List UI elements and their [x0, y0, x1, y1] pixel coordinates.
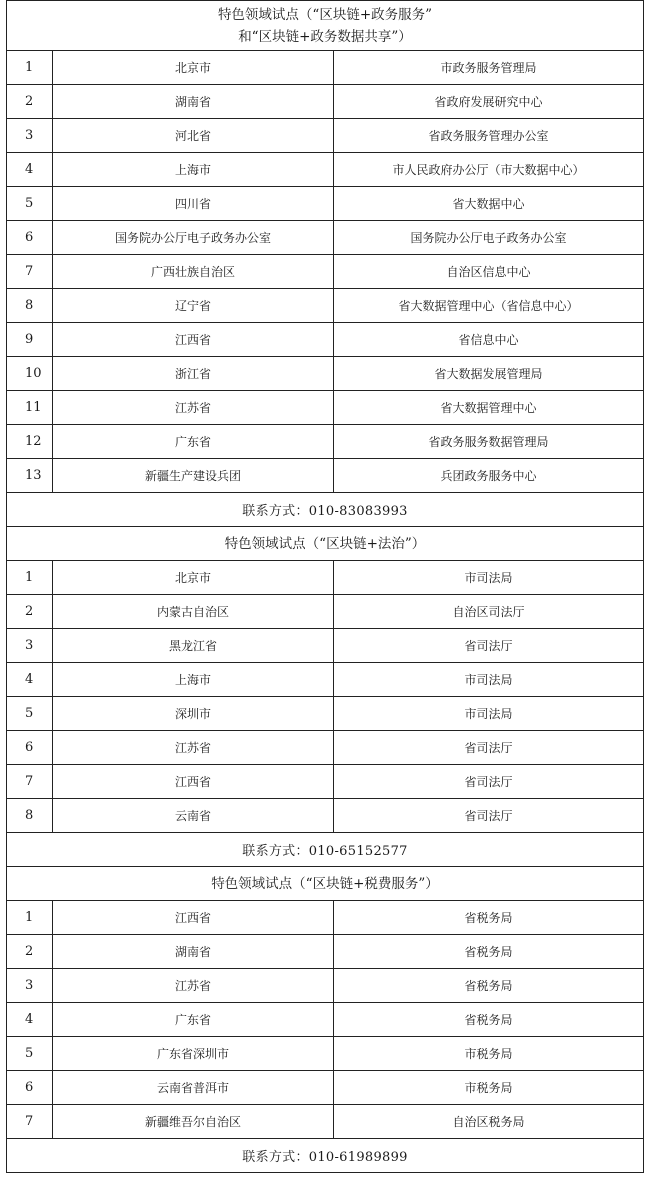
section-heading-row — [7, 527, 644, 561]
section-heading-row — [7, 1, 644, 51]
region-cell: 河北省 — [53, 119, 334, 153]
row-number: 5 — [7, 697, 53, 731]
table-row — [7, 765, 644, 799]
contact-info: 联系方式：010-65152577 — [7, 833, 644, 867]
contact-row — [7, 493, 644, 527]
section-heading-row — [7, 867, 644, 901]
table-row — [7, 595, 644, 629]
organization-cell: 市税务局 — [334, 1071, 644, 1105]
table-row — [7, 85, 644, 119]
row-number: 10 — [7, 357, 53, 391]
row-number: 4 — [7, 153, 53, 187]
row-number: 2 — [7, 595, 53, 629]
table-row — [7, 187, 644, 221]
row-number: 2 — [7, 85, 53, 119]
region-cell: 新疆生产建设兵团 — [53, 459, 334, 493]
region-cell: 云南省 — [53, 799, 334, 833]
contact-row — [7, 1139, 644, 1173]
region-cell: 江苏省 — [53, 731, 334, 765]
table-row — [7, 697, 644, 731]
organization-cell: 省司法厅 — [334, 765, 644, 799]
pilot-list-table — [6, 0, 644, 1173]
organization-cell: 省税务局 — [334, 1003, 644, 1037]
region-cell: 黑龙江省 — [53, 629, 334, 663]
row-number: 6 — [7, 731, 53, 765]
row-number: 8 — [7, 289, 53, 323]
organization-cell: 自治区信息中心 — [334, 255, 644, 289]
organization-cell: 市司法局 — [334, 561, 644, 595]
region-cell: 新疆维吾尔自治区 — [53, 1105, 334, 1139]
organization-cell: 省政务服务管理办公室 — [334, 119, 644, 153]
region-cell: 北京市 — [53, 561, 334, 595]
row-number: 8 — [7, 799, 53, 833]
organization-cell: 省大数据发展管理局 — [334, 357, 644, 391]
organization-cell: 省大数据管理中心 — [334, 391, 644, 425]
row-number: 1 — [7, 901, 53, 935]
row-number: 12 — [7, 425, 53, 459]
region-cell: 辽宁省 — [53, 289, 334, 323]
organization-cell: 市司法局 — [334, 697, 644, 731]
row-number: 3 — [7, 119, 53, 153]
organization-cell: 自治区税务局 — [334, 1105, 644, 1139]
region-cell: 江西省 — [53, 765, 334, 799]
region-cell: 广西壮族自治区 — [53, 255, 334, 289]
region-cell: 江苏省 — [53, 391, 334, 425]
table-row — [7, 1037, 644, 1071]
section-title-line: 特色领域试点（“区块链+税费服务”） — [211, 875, 439, 892]
table-row — [7, 561, 644, 595]
row-number: 4 — [7, 663, 53, 697]
organization-cell: 省司法厅 — [334, 629, 644, 663]
row-number: 13 — [7, 459, 53, 493]
contact-info: 联系方式：010-83083993 — [7, 493, 644, 527]
row-number: 3 — [7, 969, 53, 1003]
organization-cell: 省税务局 — [334, 969, 644, 1003]
region-cell: 云南省普洱市 — [53, 1071, 334, 1105]
table-row — [7, 1105, 644, 1139]
region-cell: 江西省 — [53, 323, 334, 357]
region-cell: 上海市 — [53, 663, 334, 697]
section-title — [7, 867, 644, 901]
table-body — [7, 1, 644, 1173]
region-cell: 江西省 — [53, 901, 334, 935]
table-row — [7, 119, 644, 153]
table-row — [7, 459, 644, 493]
table-row — [7, 289, 644, 323]
organization-cell: 国务院办公厅电子政务办公室 — [334, 221, 644, 255]
organization-cell: 省司法厅 — [334, 799, 644, 833]
section-title-line: 特色领域试点（“区块链+政务服务” — [217, 6, 433, 23]
table-row — [7, 1071, 644, 1105]
table-row — [7, 1003, 644, 1037]
organization-cell: 兵团政务服务中心 — [334, 459, 644, 493]
region-cell: 湖南省 — [53, 935, 334, 969]
table-row — [7, 731, 644, 765]
row-number: 2 — [7, 935, 53, 969]
section-title-line: 和“区块链+政务数据共享”） — [238, 28, 412, 45]
row-number: 4 — [7, 1003, 53, 1037]
region-cell: 广东省 — [53, 425, 334, 459]
organization-cell: 省信息中心 — [334, 323, 644, 357]
table-row — [7, 357, 644, 391]
region-cell: 国务院办公厅电子政务办公室 — [53, 221, 334, 255]
region-cell: 江苏省 — [53, 969, 334, 1003]
organization-cell: 省司法厅 — [334, 731, 644, 765]
organization-cell: 省政务服务数据管理局 — [334, 425, 644, 459]
row-number: 6 — [7, 221, 53, 255]
table-row — [7, 255, 644, 289]
table-row — [7, 663, 644, 697]
row-number: 9 — [7, 323, 53, 357]
row-number: 1 — [7, 561, 53, 595]
table-row — [7, 323, 644, 357]
region-cell: 内蒙古自治区 — [53, 595, 334, 629]
organization-cell: 省大数据管理中心（省信息中心） — [334, 289, 644, 323]
table-row — [7, 153, 644, 187]
organization-cell: 省大数据中心 — [334, 187, 644, 221]
table-row — [7, 391, 644, 425]
organization-cell: 市司法局 — [334, 663, 644, 697]
row-number: 1 — [7, 51, 53, 85]
row-number: 7 — [7, 765, 53, 799]
contact-info: 联系方式：010-61989899 — [7, 1139, 644, 1173]
section-title-line: 特色领域试点（“区块链+法治”） — [224, 535, 426, 552]
row-number: 7 — [7, 255, 53, 289]
section-title — [7, 1, 644, 51]
organization-cell: 省税务局 — [334, 935, 644, 969]
organization-cell: 省税务局 — [334, 901, 644, 935]
organization-cell: 市人民政府办公厅（市大数据中心） — [334, 153, 644, 187]
row-number: 7 — [7, 1105, 53, 1139]
region-cell: 广东省深圳市 — [53, 1037, 334, 1071]
contact-row — [7, 833, 644, 867]
row-number: 11 — [7, 391, 53, 425]
organization-cell: 省政府发展研究中心 — [334, 85, 644, 119]
organization-cell: 市政务服务管理局 — [334, 51, 644, 85]
table-row — [7, 935, 644, 969]
region-cell: 浙江省 — [53, 357, 334, 391]
region-cell: 深圳市 — [53, 697, 334, 731]
table-row — [7, 799, 644, 833]
table-row — [7, 51, 644, 85]
row-number: 5 — [7, 1037, 53, 1071]
row-number: 6 — [7, 1071, 53, 1105]
region-cell: 广东省 — [53, 1003, 334, 1037]
section-title — [7, 527, 644, 561]
row-number: 3 — [7, 629, 53, 663]
table-row — [7, 425, 644, 459]
region-cell: 北京市 — [53, 51, 334, 85]
table-row — [7, 629, 644, 663]
organization-cell: 市税务局 — [334, 1037, 644, 1071]
region-cell: 四川省 — [53, 187, 334, 221]
table-row — [7, 221, 644, 255]
row-number: 5 — [7, 187, 53, 221]
organization-cell: 自治区司法厅 — [334, 595, 644, 629]
table-row — [7, 969, 644, 1003]
table-row — [7, 901, 644, 935]
region-cell: 湖南省 — [53, 85, 334, 119]
region-cell: 上海市 — [53, 153, 334, 187]
